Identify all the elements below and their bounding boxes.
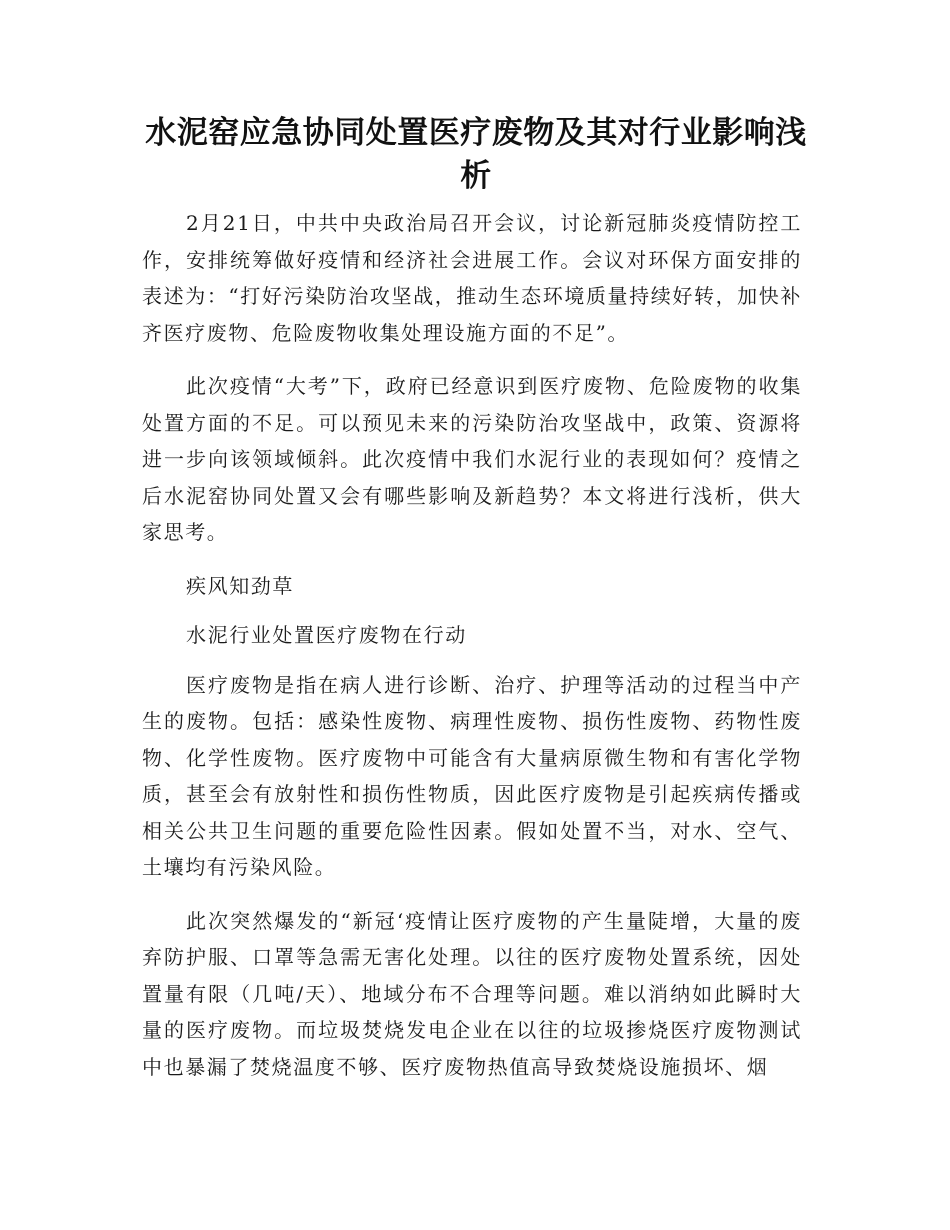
paragraph-outbreak: 此次突然爆发的“新冠‘疫情让医疗废物的产生量陡增，大量的废弃防护服、口罩等急需无害化处理。以往的医疗废物处置系统，因处置量有限（几吨/天）、地域分布不合理等问题。难以消纳如此瞬时大量的医疗废物。而垃圾焚烧发电企业在以往的垃圾掺烧医疗废物测试中也暴漏了焚烧温度不够、医疗废物热值高导致焚烧设施损坏、烟	[142, 908, 802, 1079]
section-subheading: 水泥行业处置医疗废物在行动	[186, 623, 467, 647]
paragraph-context: 此次疫情“大考”下，政府已经意识到医疗废物、危险废物的收集处置方面的不足。可以预见未来的污染防治攻坚战中，政策、资源将进一步向该领域倾斜。此次疫情中我们水泥行业的表现如何？疫情之后水泥窑协同处置又会有哪些影响及新趋势？本文将进行浅析，供大家思考。	[142, 374, 802, 544]
document-title: 水泥窑应急协同处置医疗废物及其对行业影响浅析	[145, 115, 807, 194]
document-body	[142, 205, 802, 1085]
paragraph-definition: 医疗废物是指在病人进行诊断、治疗、护理等活动的过程当中产生的废物。包括：感染性废物、病理性废物、损伤性废物、药物性废物、化学性废物。医疗废物中可能含有大量病原微生物和有害化学物质，甚至会有放射性和损伤性物质，因此医疗废物是引起疾病传播或相关公共卫生问题的重要危险性因素。假如处置不当，对水、空气、土壤均有污染风险。	[142, 672, 802, 879]
section-heading: 疾风知劲草	[186, 573, 294, 598]
paragraph-intro: 2月21日，中共中央政治局召开会议，讨论新冠肺炎疫情防控工作，安排统筹做好疫情和经济社会进展工作。会议对环保方面安排的表述为：“打好污染防治攻坚战，推动生态环境质量持续好转，加快补齐医疗废物、危险废物收集处理设施方面的不足”。	[142, 211, 802, 345]
